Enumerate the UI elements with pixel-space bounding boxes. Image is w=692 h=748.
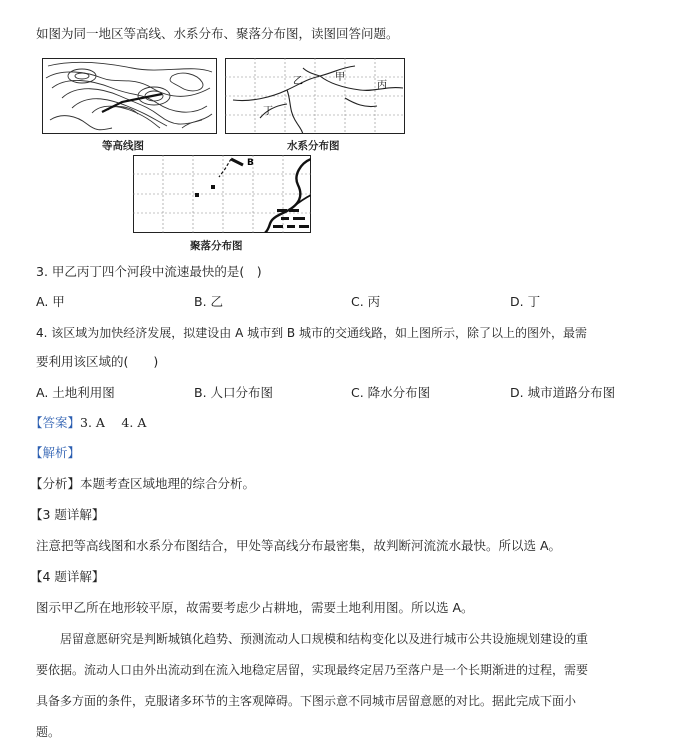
water-system-map [225,58,405,134]
answer-tag: 【答案】 [30,415,81,430]
label-yi: 乙 [293,76,303,87]
q4-option-d: D. 城市道路分布图 [510,385,616,400]
intro-text: 如图为同一地区等高线、水系分布、聚落分布图，读图回答问题。 [36,26,399,41]
q3-option-b: B. 乙 [194,294,224,309]
label-jia: 甲 [335,72,345,83]
label-bing: 丙 [377,80,387,91]
analysis-tag: 【解析】 [30,445,81,460]
label-b: B [247,158,254,168]
q4-option-a: A. 土地利用图 [36,385,115,400]
settlement-caption: 聚落分布图 [190,240,243,252]
fenxi-text: 【分析】本题考查区域地理的综合分析。 [30,476,256,491]
q4-option-b: B. 人口分布图 [194,385,274,400]
q4-stem-line1: 4. 该区域为加快经济发展，拟建设由 A 城市到 B 城市的交通线路，如上图所示，除了以上的图外，最需 [36,326,587,340]
passage-line4: 题。 [36,725,61,739]
q3-detail-text: 注意把等高线图和水系分布图结合，甲处等高线分布最密集，故判断河流流水最快。所以选 A。 [36,538,562,553]
answer-line [30,415,146,431]
settlement-map [133,155,311,233]
answer-text: 3. A 4. A [80,415,147,430]
q4-stem-line2: 要利用该区域的( ) [36,354,159,369]
q3-option-a: A. 甲 [36,294,65,309]
contour-caption: 等高线图 [102,140,144,152]
contour-map [42,58,217,134]
passage-line2: 要依据。流动人口由外出流动到在流入地稳定居留，实现最终定居乃至落户是一个长期渐进的过程，需要 [36,663,589,677]
q3-stem: 3. 甲乙丙丁四个河段中流速最快的是( ) [36,264,262,279]
passage-line3: 具备多方面的条件，克服诸多环节的主客观障碍。下图示意不同城市居留意愿的对比。据此完成下面小 [36,694,577,708]
q3-option-d: D. 丁 [510,294,541,309]
label-ding: 丁 [263,106,273,117]
q4-detail-tag: 【4 题详解】 [30,569,105,584]
q3-option-c: C. 丙 [351,294,381,309]
water-caption: 水系分布图 [287,140,340,152]
q3-detail-tag: 【3 题详解】 [30,507,105,522]
passage-line1: 居留意愿研究是判断城镇化趋势、预测流动人口规模和结构变化以及进行城市公共设施规划建设的重 [36,632,589,646]
q4-option-c: C. 降水分布图 [351,385,431,400]
q4-detail-text: 图示甲乙所在地形较平原，故需要考虑少占耕地，需要土地利用图。所以选 A。 [36,600,474,615]
